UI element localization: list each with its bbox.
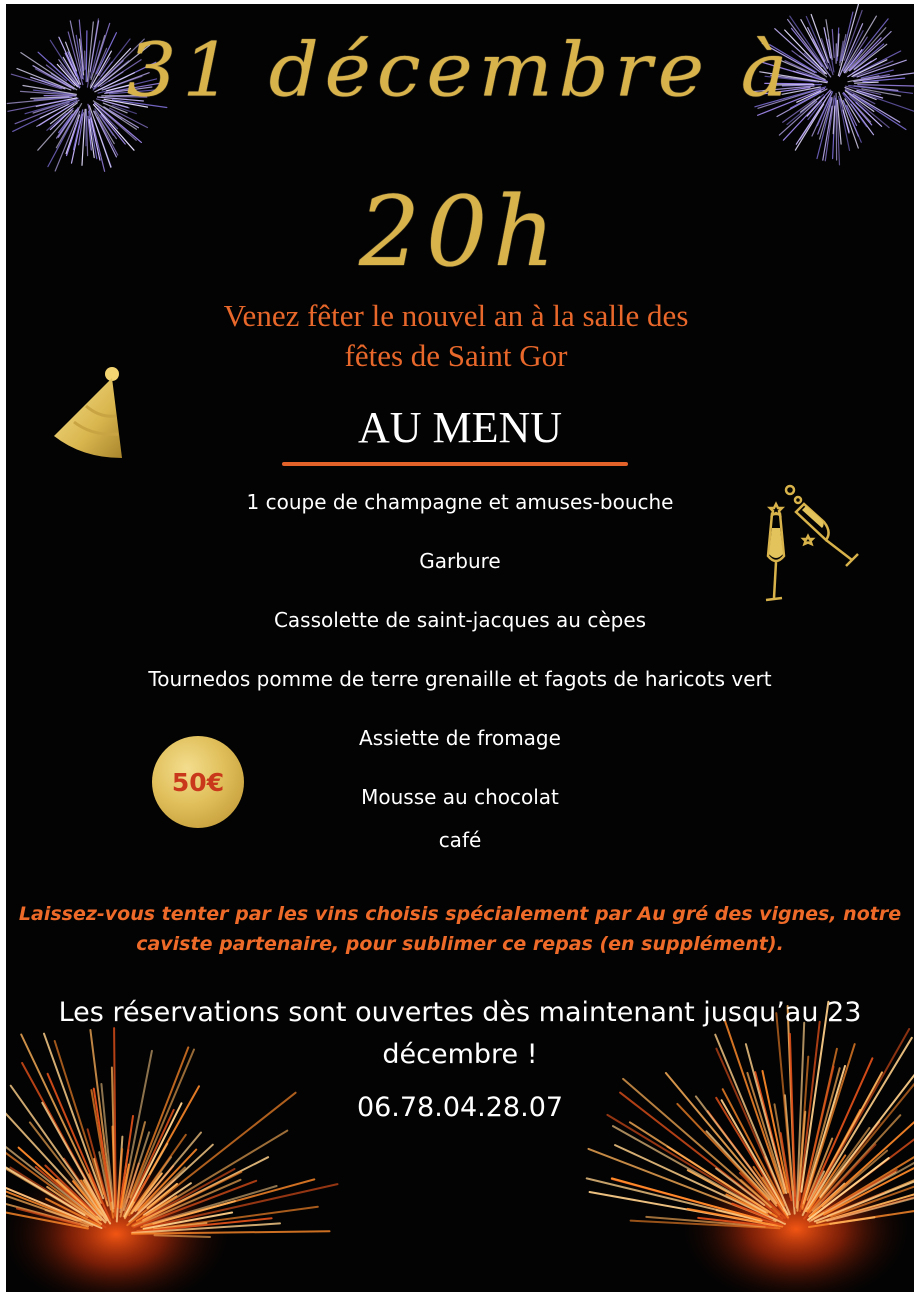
menu-heading: AU MENU	[357, 403, 563, 452]
event-date-title: 31 décembre à	[126, 28, 794, 114]
menu-item: Tournedos pomme de terre grenaille et fagots de haricots vert	[148, 667, 772, 691]
menu-item: Assiette de fromage	[359, 726, 561, 750]
invitation-subtitle	[146, 296, 766, 376]
reservation-text	[26, 992, 894, 1076]
menu-item: Mousse au chocolat	[361, 785, 559, 809]
subtitle-line: Venez fêter le nouvel an à la salle des	[223, 298, 689, 333]
reservation-line: Les réservations sont ouvertes dès maintenant jusqu’au 23	[58, 997, 862, 1028]
subtitle-line: fêtes de Saint Gor	[344, 338, 568, 373]
wine-note	[6, 899, 914, 959]
wine-note-line: Laissez-vous tenter par les vins choisis spécialement par Au gré des vignes, notre	[18, 903, 902, 925]
phone-number: 06.78.04.28.07	[356, 1092, 564, 1123]
menu-item: Garbure	[419, 549, 501, 573]
champagne-glasses-icon	[762, 484, 874, 612]
menu-item: café	[438, 828, 482, 852]
reservation-line: décembre !	[382, 1039, 538, 1070]
price-badge	[152, 736, 244, 828]
wine-note-line: caviste partenaire, pour sublimer ce repas (en supplément).	[136, 933, 784, 955]
event-time-title: 20h	[359, 176, 561, 288]
price-label: 50€	[171, 767, 225, 797]
menu-item: 1 coupe de champagne et amuses-bouche	[246, 490, 674, 514]
menu-item: Cassolette de saint-jacques au cèpes	[273, 608, 647, 632]
event-poster	[6, 4, 914, 1292]
menu-underline	[282, 462, 628, 466]
